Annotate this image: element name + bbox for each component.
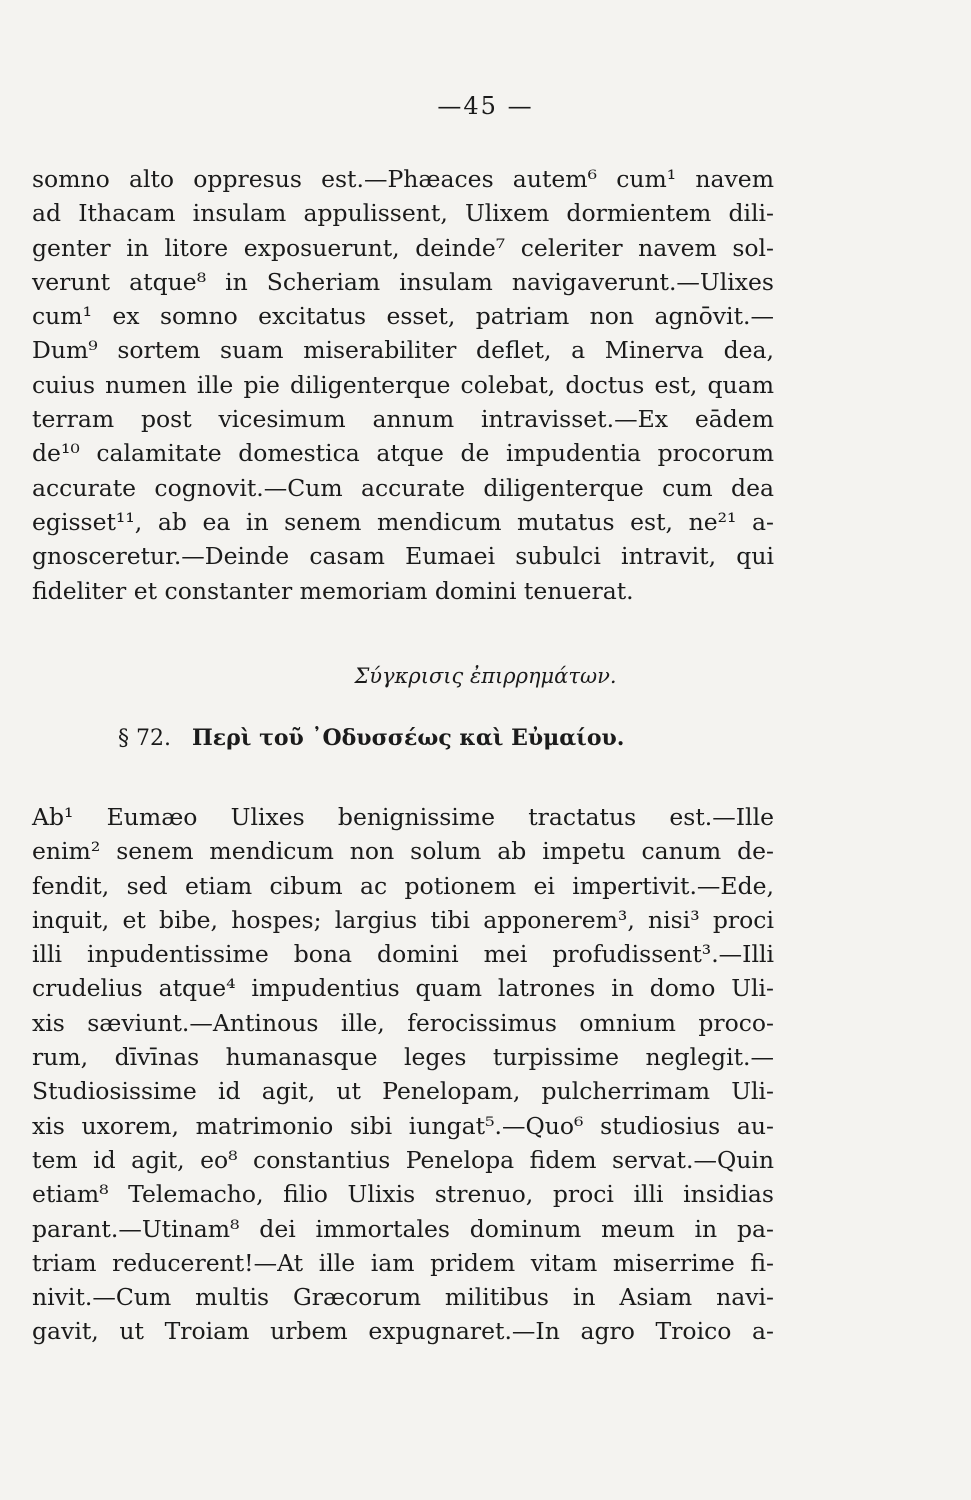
text-line: xis sæviunt.—Antinous ille, ferocissimus omnium proco- [32, 1008, 774, 1037]
text-line: de¹⁰ calamitate domestica atque de impudentia procorum [32, 439, 774, 468]
text-line: gnosceretur.—Deinde casam Eumaei subulci intravit, qui [32, 542, 774, 571]
text-line: Ab¹ Eumæo Ulixes benignissime tractatus est.—Ille [32, 803, 774, 831]
text-line: fendit, sed etiam cibum ac potionem ei impertivit.—Ede, [32, 871, 774, 900]
text-line: triam reducerent!—At ille iam pridem vitam miserrime fi- [32, 1248, 774, 1277]
section-heading [118, 725, 738, 751]
section-title: Περὶ τοῦ ᾿Οδυσσέως καὶ Εὐμαίου. [191, 725, 625, 751]
text-line: cum¹ ex somno excitatus esset, patriam non agnōvit.— [32, 302, 774, 331]
text-line: cuius numen ille pie diligenterque colebat, doctus est, quam [32, 370, 774, 399]
paragraph-2 [32, 800, 774, 1349]
text-line: nivit.—Cum multis Græcorum militibus in Asiam navi- [32, 1283, 774, 1312]
text-line: egisset¹¹, ab ea in senem mendicum mutatus est, ne²¹ a- [32, 507, 774, 536]
text-line: xis uxorem, matrimonio sibi iungat⁵.—Quo⁶ studiosius au- [32, 1111, 774, 1140]
text-line: Dum⁹ sortem suam miserabiliter deflet, a Minerva dea, [32, 336, 774, 365]
paragraph-1 [32, 162, 774, 608]
text-line: illi inpudentissime bona domini mei profudissent³.—Illi [32, 940, 774, 969]
greek-subtitle: Σύγκρισις ἐπιρρημάτων. [354, 664, 617, 688]
text-line: enim² senem mendicum non solum ab impetu canum de- [32, 837, 774, 866]
text-line: somno alto oppresus est.—Phæaces autem⁶ cum¹ navem [32, 165, 774, 193]
text-line: accurate cognovit.—Cum accurate diligenterque cum dea [32, 473, 774, 502]
text-line: terram post vicesimum annum intravisset.—Ex eādem [32, 405, 774, 434]
text-line: rum, dīvīnas humanasque leges turpissime neglegit.— [32, 1043, 774, 1072]
text-line: gavit, ut Troiam urbem expugnaret.—In agro Troico a- [32, 1317, 774, 1346]
text-line: genter in litore exposuerunt, deinde⁷ celeriter navem sol- [32, 233, 774, 262]
text-line: inquit, et bibe, hospes; largius tibi apponerem³, nisi³ proci [32, 905, 774, 934]
text-line: etiam⁸ Telemacho, filio Ulixis strenuo, proci illi insidias [32, 1180, 774, 1209]
page-number: —45 — [437, 92, 534, 120]
text-line: tem id agit, eo⁸ constantius Penelopa fidem servat.—Quin [32, 1145, 774, 1174]
text-line: verunt atque⁸ in Scheriam insulam navigaverunt.—Ulixes [32, 267, 774, 296]
text-line: Studiosissime id agit, ut Penelopam, pulcherrimam Uli- [32, 1077, 774, 1106]
text-line: crudelius atque⁴ impudentius quam latrones in domo Uli- [32, 974, 774, 1003]
text-line: parant.—Utinam⁸ dei immortales dominum meum in pa- [32, 1214, 774, 1243]
section-number: § 72. [118, 726, 171, 751]
text-line: ad Ithacam insulam appulissent, Ulixem dormientem dili- [32, 199, 774, 228]
text-line: fideliter et constanter memoriam domini tenuerat. [32, 576, 634, 605]
